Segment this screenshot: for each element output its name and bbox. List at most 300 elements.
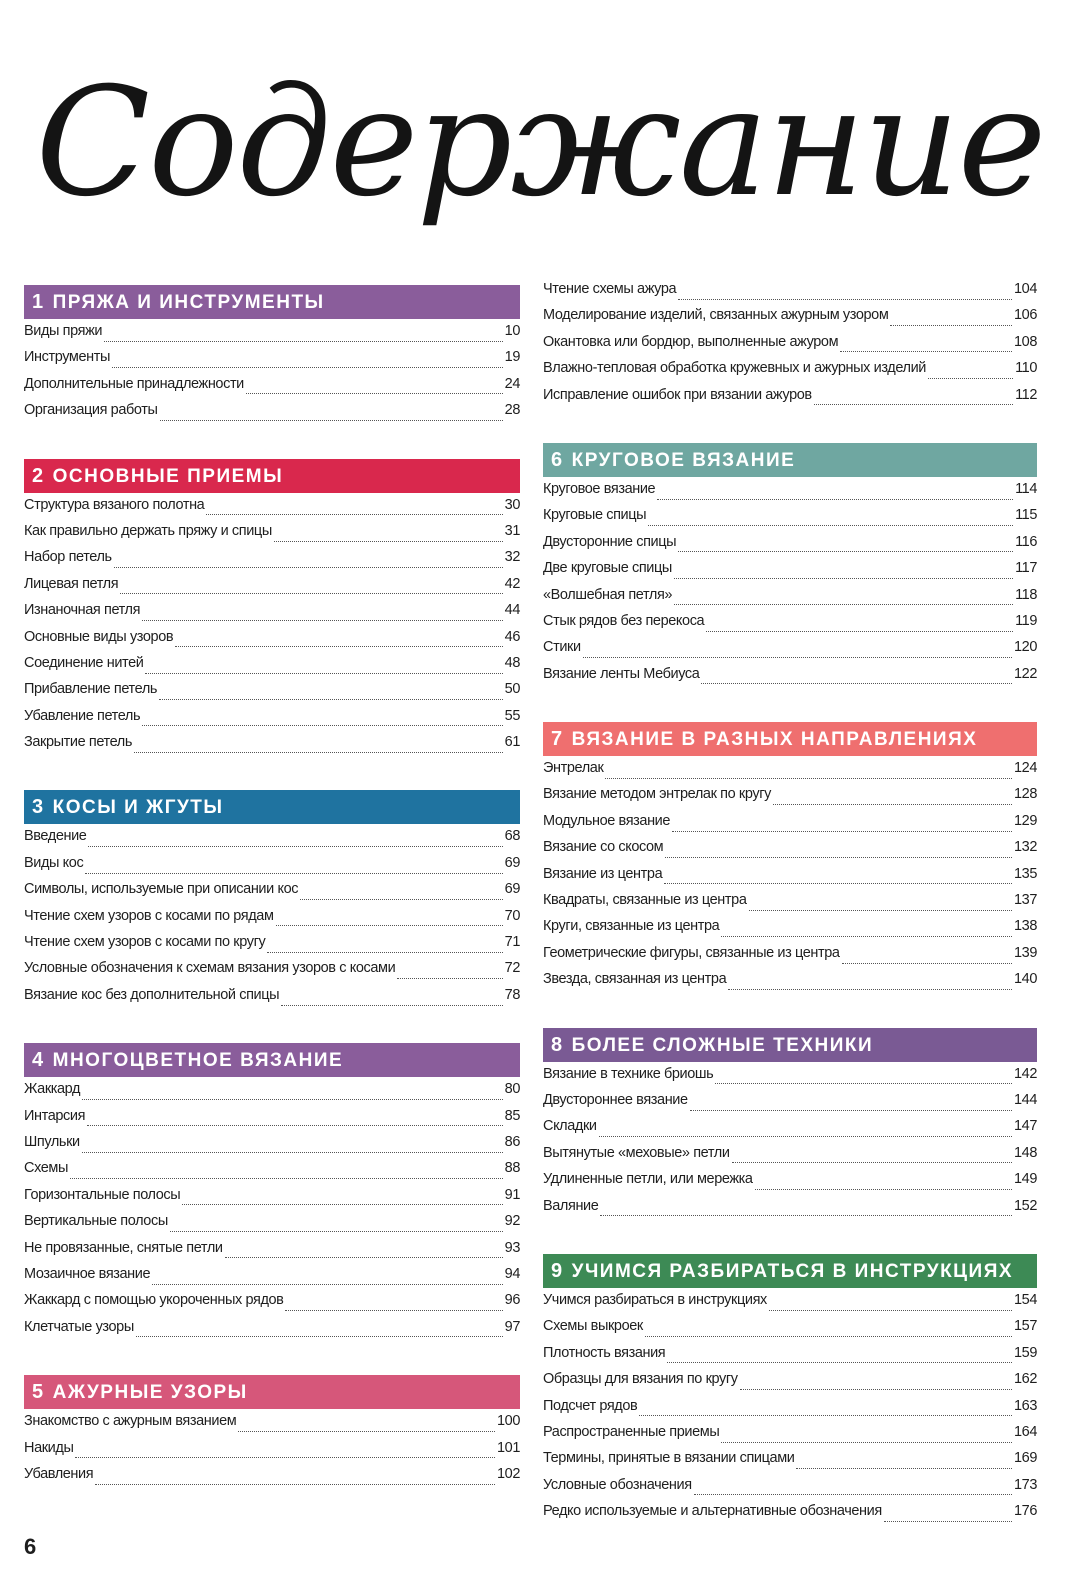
- toc-entry-title: Схемы выкроек: [543, 1318, 643, 1335]
- dot-leader: [645, 1336, 1012, 1337]
- toc-entry-title: Клетчатые узоры: [24, 1318, 134, 1335]
- dot-leader: [397, 978, 502, 979]
- toc-entry-title: Редко используемые и альтернативные обозначения: [543, 1503, 882, 1520]
- dot-leader: [285, 1310, 502, 1311]
- toc-entry: [543, 560, 1037, 586]
- section-number: 2: [32, 464, 45, 487]
- toc-entry: [543, 481, 1037, 507]
- toc-entry-page: 144: [1014, 1091, 1037, 1108]
- dot-leader: [142, 620, 503, 621]
- toc-entry-title: Изнаночная петля: [24, 602, 141, 619]
- section-entries: [24, 1081, 520, 1345]
- section-header: [24, 285, 520, 319]
- toc-entry: [543, 1424, 1037, 1450]
- toc-entry: [24, 376, 520, 402]
- dot-leader: [145, 673, 502, 674]
- toc-entry: [24, 497, 520, 523]
- toc-entry-page: 152: [1014, 1197, 1037, 1214]
- toc-section: [24, 459, 520, 761]
- toc-entry-title: «Волшебная петля»: [543, 586, 673, 603]
- toc-entry-page: 135: [1014, 865, 1037, 882]
- toc-entry-page: 46: [504, 628, 520, 645]
- dot-leader: [890, 325, 1012, 326]
- toc-entry-title: Организация работы: [24, 402, 158, 419]
- toc-entry: [24, 681, 520, 707]
- dot-leader: [136, 1336, 503, 1337]
- toc-entry-title: Убавление петель: [24, 707, 141, 724]
- dot-leader: [728, 989, 1012, 990]
- toc-entry-page: 42: [504, 575, 520, 592]
- section-number: 4: [32, 1049, 45, 1072]
- toc-entry: [543, 307, 1037, 333]
- toc-entry-title: Звезда, связанная из центра: [543, 971, 727, 988]
- toc-entry-title: Вертикальные полосы: [24, 1213, 168, 1230]
- dot-leader: [238, 1431, 495, 1432]
- toc-entry: [24, 1266, 520, 1292]
- toc-entry-title: Круги, связанные из центра: [543, 918, 720, 935]
- dot-leader: [114, 567, 503, 568]
- toc-entry-page: 122: [1014, 665, 1037, 682]
- toc-entry-title: Термины, принятые в вязании спицами: [543, 1450, 795, 1467]
- toc-entry: [543, 387, 1037, 413]
- toc-entry: [543, 1292, 1037, 1318]
- toc-entry-page: 104: [1014, 281, 1037, 297]
- dot-leader: [769, 1310, 1012, 1311]
- section-header: [543, 443, 1037, 477]
- toc-entry-title: Квадраты, связанные из центра: [543, 892, 747, 909]
- toc-entry: [543, 1092, 1037, 1118]
- toc-entry-page: 28: [504, 402, 520, 419]
- toc-entry-title: Структура вязаного полотна: [24, 496, 205, 513]
- dot-leader: [206, 514, 502, 515]
- toc-entry-title: Вытянутые «меховые» петли: [543, 1144, 730, 1161]
- toc-entry: [543, 1145, 1037, 1171]
- section-entries: [543, 481, 1037, 692]
- toc-entry-title: Дополнительные принадлежности: [24, 375, 244, 392]
- toc-entry-page: 80: [504, 1081, 520, 1098]
- toc-entry-title: Условные обозначения: [543, 1476, 692, 1493]
- section-gap: [543, 692, 1037, 722]
- section-gap: [543, 413, 1037, 443]
- toc-entry-title: Вязание ленты Мебиуса: [543, 665, 700, 682]
- toc-entry-title: Чтение схем узоров с косами по рядам: [24, 907, 274, 924]
- toc-entry-page: 157: [1014, 1318, 1037, 1335]
- toc-entry-page: 106: [1014, 307, 1037, 324]
- section-entries: [24, 1413, 520, 1492]
- dot-leader: [648, 525, 1013, 526]
- toc-section: [24, 1043, 520, 1345]
- dot-leader: [82, 1152, 503, 1153]
- dot-leader: [796, 1468, 1012, 1469]
- dot-leader: [70, 1178, 503, 1179]
- toc-entry-title: Соединение нитей: [24, 654, 144, 671]
- dot-leader: [95, 1484, 495, 1485]
- toc-entry-page: 164: [1014, 1423, 1037, 1440]
- toc-entry-title: Введение: [24, 828, 87, 845]
- dot-leader: [134, 752, 503, 753]
- dot-leader: [87, 1125, 503, 1126]
- toc-entry-title: Чтение схем узоров с косами по кругу: [24, 934, 266, 951]
- toc-entry-page: 128: [1014, 786, 1037, 803]
- toc-entry: [24, 629, 520, 655]
- toc-entry: [24, 1292, 520, 1318]
- toc-entry: [543, 1318, 1037, 1344]
- toc-entry-title: Инструменты: [24, 349, 111, 366]
- dot-leader: [740, 1389, 1012, 1390]
- toc-entry-title: Валяние: [543, 1197, 599, 1214]
- toc-entry-page: 114: [1015, 480, 1037, 497]
- section-number: 9: [551, 1259, 564, 1282]
- toc-entry-page: 19: [504, 349, 520, 366]
- section-entries: [543, 1292, 1037, 1530]
- toc-entry-title: Образцы для вязания по кругу: [543, 1371, 738, 1388]
- dot-leader: [112, 367, 503, 368]
- toc-entry-title: Не провязанные, снятые петли: [24, 1239, 223, 1256]
- toc-entry-title: Исправление ошибок при вязании ажуров: [543, 386, 812, 403]
- dot-leader: [657, 499, 1013, 500]
- toc-entry: [543, 1477, 1037, 1503]
- toc-entry-title: Условные обозначения к схемам вязания узоров с косами: [24, 960, 396, 977]
- toc-entry-page: 78: [504, 986, 520, 1003]
- page-title: Содержание: [35, 56, 1045, 230]
- toc-entry-title: Две круговые спицы: [543, 560, 672, 577]
- toc-entry-page: 142: [1014, 1065, 1037, 1082]
- toc-entry-page: 110: [1015, 360, 1037, 377]
- dot-leader: [599, 1136, 1012, 1137]
- dot-leader: [583, 657, 1012, 658]
- dot-leader: [773, 804, 1012, 805]
- toc-entry: [24, 1187, 520, 1213]
- toc-entry-title: Интарсия: [24, 1107, 86, 1124]
- dot-leader: [246, 393, 503, 394]
- section-title: КРУГОВОЕ ВЯЗАНИЕ: [571, 449, 796, 471]
- toc-entry: [24, 1440, 520, 1466]
- toc-entry: [543, 666, 1037, 692]
- toc-section: [543, 1028, 1037, 1224]
- dot-leader: [884, 1521, 1012, 1522]
- section-header: [543, 1028, 1037, 1062]
- toc-entry-title: Складки: [543, 1118, 597, 1135]
- dot-leader: [85, 873, 502, 874]
- toc-entry-title: Двусторонние спицы: [543, 533, 677, 550]
- toc-entry-title: Символы, используемые при описании кос: [24, 881, 299, 898]
- toc-entry-page: 68: [504, 828, 520, 845]
- toc-entry-title: Горизонтальные полосы: [24, 1186, 181, 1203]
- toc-entry-page: 148: [1014, 1144, 1037, 1161]
- toc-entry: [543, 892, 1037, 918]
- dot-leader: [281, 1005, 502, 1006]
- toc-entry-page: 85: [504, 1107, 520, 1124]
- toc-entry-title: Модульное вязание: [543, 812, 671, 829]
- dot-leader: [639, 1415, 1012, 1416]
- toc-entry: [24, 828, 520, 854]
- toc-entry: [24, 1081, 520, 1107]
- section-title: ВЯЗАНИЕ В РАЗНЫХ НАПРАВЛЕНИЯХ: [571, 729, 978, 751]
- page-number: 6: [24, 1534, 37, 1559]
- toc-entry: [24, 881, 520, 907]
- toc-entry-page: 94: [504, 1265, 520, 1282]
- toc-entry-title: Окантовка или бордюр, выполненные ажуром: [543, 333, 839, 350]
- toc-entry-title: Основные виды узоров: [24, 628, 174, 645]
- toc-entry: [543, 786, 1037, 812]
- toc-entry-title: Влажно-тепловая обработка кружевных и ажурных изделий: [543, 360, 926, 377]
- toc-section: [543, 722, 1037, 998]
- dot-leader: [755, 1189, 1012, 1190]
- toc-entry-page: 55: [504, 707, 520, 724]
- toc-left-column: [24, 285, 520, 1492]
- dot-leader: [152, 1284, 503, 1285]
- toc-entry: [24, 908, 520, 934]
- dot-leader: [749, 910, 1013, 911]
- toc-entry-page: 117: [1015, 560, 1037, 577]
- toc-entry-title: Набор петель: [24, 549, 112, 566]
- continued-entries: [543, 281, 1037, 413]
- toc-entry-page: 139: [1014, 944, 1037, 961]
- toc-entry-page: 72: [504, 960, 520, 977]
- toc-entry: [24, 655, 520, 681]
- toc-entry: [24, 708, 520, 734]
- toc-entry-page: 108: [1014, 333, 1037, 350]
- section-header: [24, 1043, 520, 1077]
- toc-entry-title: Закрытие петель: [24, 734, 132, 751]
- toc-entry-page: 97: [504, 1318, 520, 1335]
- toc-entry: [24, 1240, 520, 1266]
- dot-leader: [842, 963, 1012, 964]
- toc-entry: [543, 971, 1037, 997]
- toc-entry-title: Круговое вязание: [543, 480, 656, 497]
- toc-entry: [24, 734, 520, 760]
- toc-entry-page: 173: [1014, 1476, 1037, 1493]
- toc-entry: [543, 839, 1037, 865]
- toc-entry-page: 69: [504, 881, 520, 898]
- toc-entry-page: 140: [1014, 971, 1037, 988]
- toc-entry-title: Плотность вязания: [543, 1344, 666, 1361]
- toc-entry: [543, 1198, 1037, 1224]
- toc-entry-page: 10: [504, 323, 520, 339]
- dot-leader: [674, 604, 1013, 605]
- toc-entry-title: Вязание из центра: [543, 865, 663, 882]
- toc-entry-page: 129: [1014, 812, 1037, 829]
- toc-entry: [24, 1160, 520, 1186]
- section-entries: [543, 760, 1037, 998]
- toc-entry: [24, 1413, 520, 1439]
- toc-entry: [24, 1466, 520, 1492]
- dot-leader: [104, 341, 503, 342]
- toc-entry-page: 100: [497, 1413, 520, 1430]
- toc-entry: [543, 507, 1037, 533]
- toc-entry: [543, 813, 1037, 839]
- section-number: 7: [551, 728, 564, 751]
- toc-entry-title: Геометрические фигуры, связанные из центра: [543, 944, 840, 961]
- toc-entry: [543, 1450, 1037, 1476]
- dot-leader: [665, 857, 1012, 858]
- toc-entry-title: Распространенные приемы: [543, 1423, 720, 1440]
- toc-entry-page: 50: [504, 681, 520, 698]
- dot-leader: [276, 925, 503, 926]
- toc-entry: [543, 1503, 1037, 1529]
- dot-leader: [814, 404, 1013, 405]
- toc-entry: [24, 1319, 520, 1345]
- dot-leader: [160, 420, 503, 421]
- section-gap: [24, 429, 520, 459]
- toc-entry-title: Виды кос: [24, 854, 84, 871]
- dot-leader: [674, 578, 1013, 579]
- section-header: [24, 1375, 520, 1409]
- section-entries: [24, 828, 520, 1013]
- toc-entry-page: 169: [1014, 1450, 1037, 1467]
- dot-leader: [840, 351, 1012, 352]
- toc-entry: [543, 334, 1037, 360]
- toc-entry-page: 120: [1014, 639, 1037, 656]
- toc-section: [24, 790, 520, 1013]
- toc-entry: [543, 587, 1037, 613]
- toc-entry-page: 101: [497, 1439, 520, 1456]
- toc-entry-page: 124: [1014, 760, 1037, 777]
- toc-entry-title: Стык рядов без перекоса: [543, 612, 705, 629]
- section-title: ОСНОВНЫЕ ПРИЕМЫ: [52, 465, 284, 487]
- section-entries: [543, 1066, 1037, 1224]
- toc-entry-page: 32: [504, 549, 520, 566]
- toc-entry-page: 70: [504, 907, 520, 924]
- toc-entry: [24, 576, 520, 602]
- dot-leader: [120, 593, 502, 594]
- section-title: МНОГОЦВЕТНОЕ ВЯЗАНИЕ: [52, 1050, 344, 1072]
- section-title: УЧИМСЯ РАЗБИРАТЬСЯ В ИНСТРУКЦИЯХ: [571, 1260, 1014, 1282]
- dot-leader: [672, 831, 1012, 832]
- section-gap: [24, 1345, 520, 1375]
- dot-leader: [82, 1099, 503, 1100]
- section-number: 3: [32, 796, 45, 819]
- toc-entry: [543, 760, 1037, 786]
- dot-leader: [267, 952, 502, 953]
- toc-section: [24, 1375, 520, 1492]
- toc-entry: [24, 523, 520, 549]
- section-entries: [24, 323, 520, 429]
- toc-entry-page: 31: [504, 522, 520, 539]
- toc-entry: [24, 1213, 520, 1239]
- toc-entry: [24, 549, 520, 575]
- toc-entry: [543, 639, 1037, 665]
- dot-leader: [600, 1215, 1012, 1216]
- toc-entry-title: Чтение схемы ажура: [543, 281, 677, 297]
- section-number: 1: [32, 291, 45, 313]
- dot-leader: [225, 1257, 503, 1258]
- toc-entry: [24, 402, 520, 428]
- toc-entry-title: Прибавление петель: [24, 681, 158, 698]
- section-header: [24, 790, 520, 824]
- toc-section: [543, 1254, 1037, 1530]
- toc-entry-page: 61: [504, 734, 520, 751]
- toc-entry-title: Вязание методом энтрелак по кругу: [543, 786, 771, 803]
- toc-entry: [24, 1108, 520, 1134]
- toc-entry-page: 88: [504, 1160, 520, 1177]
- section-gap: [543, 998, 1037, 1028]
- toc-entry-page: 138: [1014, 918, 1037, 935]
- dot-leader: [664, 883, 1012, 884]
- toc-entry: [543, 1345, 1037, 1371]
- toc-entry-page: 92: [504, 1213, 520, 1230]
- toc-entry-page: 93: [504, 1239, 520, 1256]
- dot-leader: [88, 846, 502, 847]
- dot-leader: [300, 899, 503, 900]
- toc-entry-page: 147: [1014, 1118, 1037, 1135]
- toc-entry: [543, 1371, 1037, 1397]
- toc-entry: [24, 934, 520, 960]
- toc-entry-page: 24: [504, 375, 520, 392]
- toc-entry-title: Моделирование изделий, связанных ажурным узором: [543, 307, 889, 324]
- toc-entry-title: Двустороннее вязание: [543, 1091, 688, 1108]
- toc-entry: [543, 1118, 1037, 1144]
- section-gap: [543, 1224, 1037, 1254]
- toc-entry-page: 96: [504, 1292, 520, 1309]
- section-gap: [24, 1013, 520, 1043]
- toc-entry-title: Круговые спицы: [543, 507, 647, 524]
- toc-entry-title: Подсчет рядов: [543, 1397, 638, 1414]
- toc-entry: [543, 918, 1037, 944]
- dot-leader: [175, 646, 502, 647]
- toc-entry-title: Вязание в технике бриошь: [543, 1065, 714, 1082]
- toc-entry-title: Убавления: [24, 1465, 94, 1482]
- toc-section: [543, 443, 1037, 692]
- toc-entry-title: Виды пряжи: [24, 323, 103, 339]
- dot-leader: [667, 1362, 1012, 1363]
- dot-leader: [690, 1110, 1012, 1111]
- toc-entry: [543, 1066, 1037, 1092]
- toc-entry: [543, 281, 1037, 307]
- toc-entry: [543, 1171, 1037, 1197]
- toc-entry-page: 86: [504, 1133, 520, 1150]
- dot-leader: [274, 541, 503, 542]
- section-title: КОСЫ И ЖГУТЫ: [52, 797, 224, 819]
- toc-entry-title: Лицевая петля: [24, 575, 119, 592]
- toc-entry: [24, 960, 520, 986]
- toc-entry-page: 48: [504, 654, 520, 671]
- toc-entry-page: 69: [504, 854, 520, 871]
- toc-entry: [543, 945, 1037, 971]
- toc-entry-page: 162: [1014, 1371, 1037, 1388]
- dot-leader: [142, 725, 503, 726]
- toc-entry-title: Вязание кос без дополнительной спицы: [24, 986, 280, 1003]
- toc-section: [24, 285, 520, 429]
- toc-entry: [24, 323, 520, 349]
- section-header: [543, 1254, 1037, 1288]
- dot-leader: [721, 936, 1012, 937]
- toc-entry-page: 71: [504, 934, 520, 951]
- dot-leader: [159, 699, 503, 700]
- section-number: 6: [551, 448, 564, 471]
- toc-entry: [543, 1398, 1037, 1424]
- section-title: АЖУРНЫЕ УЗОРЫ: [52, 1382, 248, 1404]
- toc-entry: [24, 349, 520, 375]
- toc-entry-page: 149: [1014, 1171, 1037, 1188]
- section-title: ПРЯЖА И ИНСТРУМЕНТЫ: [52, 292, 325, 313]
- toc-entry-page: 163: [1014, 1397, 1037, 1414]
- toc-entry-title: Знакомство с ажурным вязанием: [24, 1413, 237, 1430]
- toc-entry-page: 102: [497, 1465, 520, 1482]
- toc-entry: [543, 866, 1037, 892]
- toc-entry-page: 159: [1014, 1344, 1037, 1361]
- section-gap: [24, 760, 520, 790]
- toc-entry-page: 30: [504, 496, 520, 513]
- section-number: 5: [32, 1381, 45, 1404]
- toc-entry-title: Жаккард: [24, 1081, 81, 1098]
- toc-entry-title: Схемы: [24, 1160, 69, 1177]
- section-title: БОЛЕЕ СЛОЖНЫЕ ТЕХНИКИ: [571, 1034, 874, 1056]
- toc-entry-title: Вязание со скосом: [543, 839, 664, 856]
- toc-entry-page: 132: [1014, 839, 1037, 856]
- toc-entry-title: Удлиненные петли, или мережка: [543, 1171, 753, 1188]
- toc-entry-page: 91: [504, 1186, 520, 1203]
